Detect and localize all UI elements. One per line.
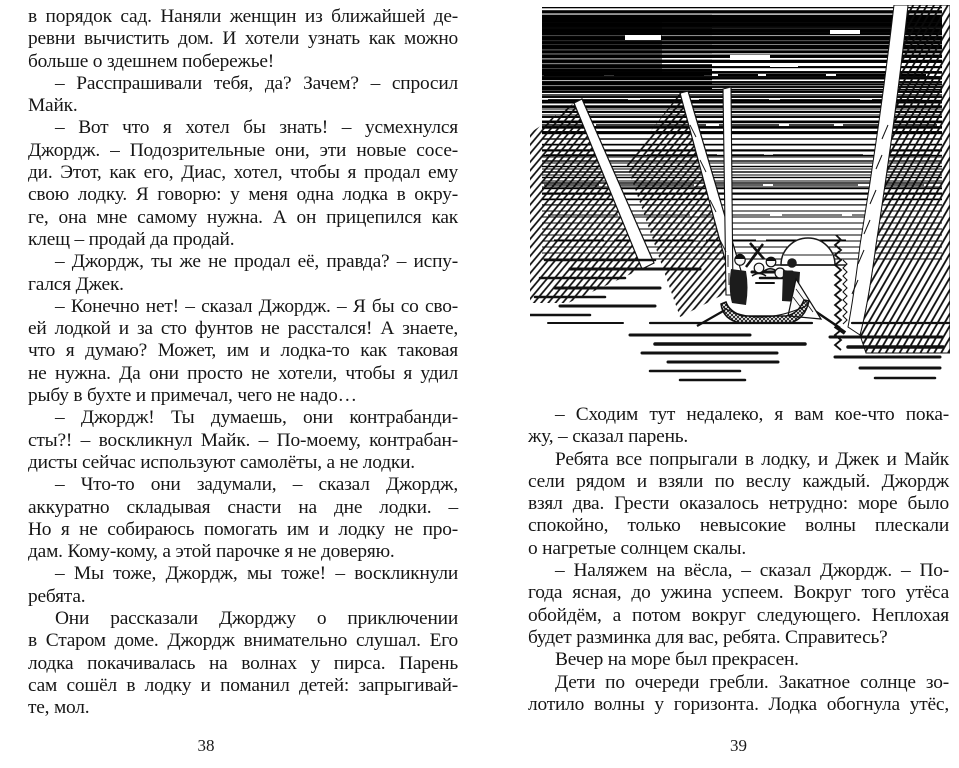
text-line: Но я не собираюсь помогать им и лодку не про-: [28, 518, 458, 540]
text-line: ревни вычистить дом. И хотели узнать как можно: [28, 28, 458, 50]
text-line: сты?! – воскликнул Майк. – По-моему, контрабан-: [28, 429, 458, 451]
text-line: дам. Кому-кому, а этой парочке я не доверяю.: [28, 541, 395, 563]
text-line: лотило волны у горизонта. Лодка обогнула утёс,: [528, 693, 949, 715]
text-line: рыбу в бухте и примечал, чего не надо…: [28, 385, 357, 407]
text-line: – Сходим тут недалеко, я вам кое-что пока-: [555, 404, 949, 425]
text-line: Вечер на море был прекрасен.: [555, 649, 799, 671]
text-line: ребята.: [28, 585, 86, 607]
text-line: Джордж. – Подозрительные они, эти новые сосе-: [28, 139, 458, 161]
right-page-number: 39: [730, 736, 747, 755]
text-line: обойдём, а потом вокруг следующего. Неплохая: [528, 604, 949, 626]
text-line: о нагретые солнцем скалы.: [528, 537, 747, 559]
text-line: – Расспрашивали тебя, да? Зачем? – спросил: [55, 72, 458, 94]
text-line: Майк.: [28, 95, 78, 117]
left-page-number: 38: [197, 736, 215, 755]
text-line: – Джордж! Ты думаешь, они контрабанди-: [55, 407, 458, 429]
figure-head: [787, 258, 797, 268]
left-page-text: [28, 6, 458, 720]
text-line: сам сошёл в лодку и поманил детей: запрыгивай-: [28, 674, 458, 696]
text-line: Дети по очереди гребли. Закатное солнце зо-: [555, 671, 949, 693]
text-line: ей лодкой и за сто фунтов не расстался! А знаете,: [28, 318, 458, 340]
text-line: клещ – продай да продай.: [28, 228, 235, 250]
text-line: взял два. Грести оказалось нетрудно: море было: [528, 493, 949, 515]
text-line: – Вот что я хотел бы знать! – усмехнулся: [55, 117, 458, 139]
figure-standing: [730, 269, 748, 305]
text-line: больше о здешнем побережье!: [28, 50, 275, 72]
text-line: дисты сейчас используют самолёты, а не лодки.: [28, 451, 415, 473]
text-line: ди. Этот, как его, Диас, хотел, чтобы я продал ему: [28, 162, 458, 184]
text-line: жу, – сказал парень.: [528, 426, 689, 448]
text-line: – Что-то они задумали, – сказал Джордж,: [55, 474, 458, 496]
text-line: – Конечно нет! – сказал Джордж. – Я бы со сво-: [55, 295, 458, 317]
text-line: спокойно, только невысокие волны плескали: [528, 515, 949, 537]
text-line: свою лодку. Я говорю: у меня одна лодка в окру-: [28, 184, 458, 206]
text-line: – Наляжем на вёсла, – сказал Джордж. – По-: [555, 560, 949, 582]
text-line: Они рассказали Джорджу о приключении: [55, 608, 458, 630]
text-line: гался Джек.: [28, 273, 124, 295]
text-line: ге, она мне самому нужна. А он прицепился как: [28, 206, 458, 228]
text-line: что я думаю? Может, им и лодка-то как таковая: [28, 340, 458, 362]
text-line: те, мол.: [28, 697, 90, 719]
book-illustration: [530, 5, 950, 391]
text-line: лодка покачивалась на волнах у пирса. Парень: [28, 652, 458, 674]
text-line: сели рядом и взяли по веслу каждый. Джордж: [528, 470, 949, 492]
text-line: в порядок сад. Наняли женщин из ближайшей де-: [28, 6, 458, 27]
text-line: – Джордж, ты же не продал её, правда? – испу-: [55, 251, 458, 273]
text-line: не нужна. Да они просто не хотели, чтобы я удил: [28, 362, 458, 384]
text-line: года ясная, до ужина успеем. Вокруг того утёса: [528, 582, 949, 604]
figure-head: [754, 263, 764, 273]
right-page-text: [528, 404, 949, 716]
text-line: Ребята все попрыгали в лодку, и Джек и Майк: [555, 448, 949, 470]
text-line: – Мы тоже, Джордж, мы тоже! – воскликнули: [55, 563, 458, 585]
text-line: аккуратно складывая снасти на дне лодки. –: [28, 496, 458, 518]
text-line: будет разминка для вас, ребята. Справитесь?: [528, 626, 888, 648]
text-line: в Старом доме. Джордж внимательно слушал. Его: [28, 630, 458, 652]
